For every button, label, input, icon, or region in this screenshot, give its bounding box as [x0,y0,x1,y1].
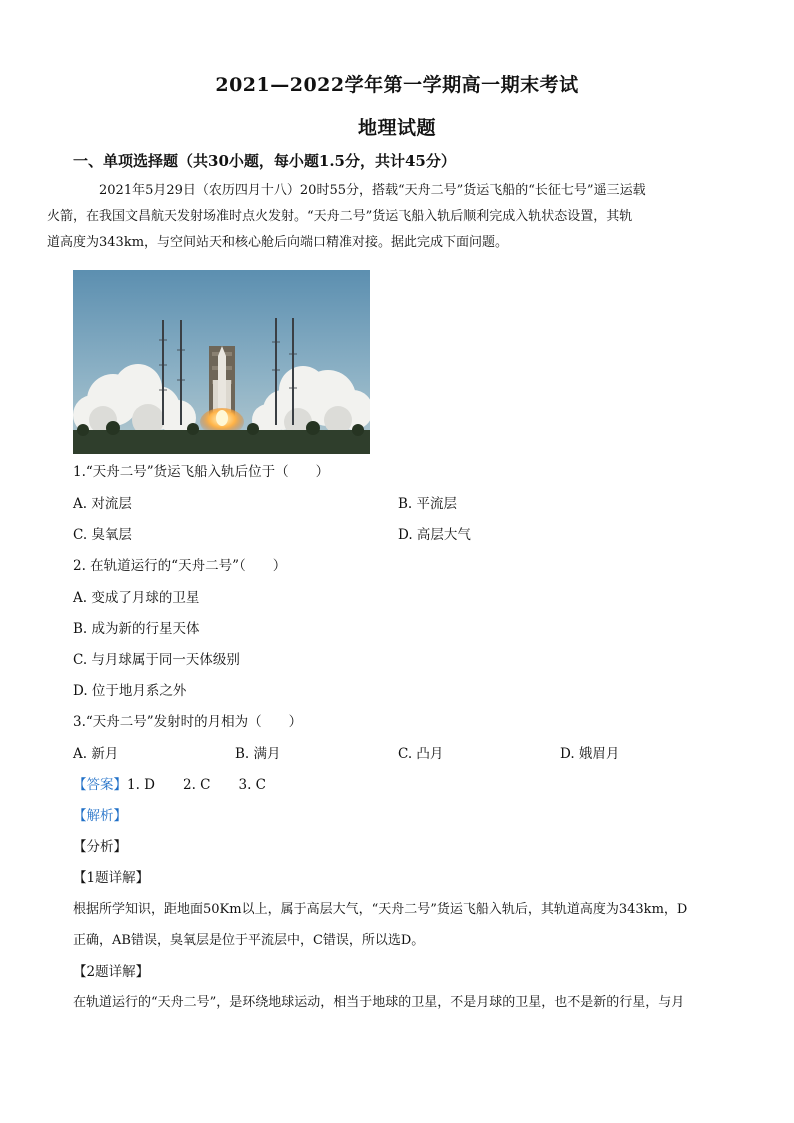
intro-line-1: 2021年5月29日（农历四月十八）20时55分，搭载“天舟二号”货运飞船的“长征七号”遥三运载 [99,183,646,198]
q1-detail-line-1: 根据所学知识，距地面50Km以上，属于高层大气，“天舟二号”货运飞船入轨后，其轨道高度为343km，D [73,902,688,917]
question-1-option-d[interactable]: D. 高层大气 [398,527,471,543]
answer-line [73,776,266,794]
intro-line-2: 火箭，在我国文昌航天发射场准时点火发射。“天舟二号”货运飞船入轨后顺利完成入轨状态设置，其轨 [47,209,633,224]
question-2-option-c[interactable]: C. 与月球属于同一天体级别 [73,652,240,668]
question-3-option-b[interactable]: B. 满月 [235,746,281,762]
question-2-option-a[interactable]: A. 变成了月球的卫星 [73,590,200,606]
q2-detail-line-1: 在轨道运行的“天舟二号”，是环绕地球运动，相当于地球的卫星，不是月球的卫星，也不是新的行星，与月 [73,995,685,1010]
question-2-stem: 2. 在轨道运行的“天舟二号”（ ） [73,558,287,574]
rocket-launch-photo [73,270,370,454]
question-3-option-c[interactable]: C. 凸月 [398,746,444,762]
question-1-option-a[interactable]: A. 对流层 [73,496,132,512]
q1-detail-line-2: 正确，AB错误，臭氧层是位于平流层中，C错误，所以选D。 [73,933,425,948]
question-1-option-c[interactable]: C. 臭氧层 [73,527,132,543]
answer-2: 2. C [183,777,211,793]
exam-title: 2021—2022学年第一学期高一期末考试 [215,74,579,96]
q2-detail-heading: 【2题详解】 [73,964,150,980]
question-2-option-d[interactable]: D. 位于地月系之外 [73,683,187,699]
section-heading: 一、单项选择题（共30小题，每小题1.5分，共计45分） [73,152,456,170]
answer-3: 3. C [238,777,267,793]
q1-detail-heading: 【1题详解】 [73,870,150,886]
question-3-option-d[interactable]: D. 娥眉月 [560,746,620,762]
intro-line-3: 道高度为343km，与空间站天和核心舱后向端口精准对接。据此完成下面问题。 [47,235,509,250]
intro-paragraph [47,178,721,256]
question-3-option-a[interactable]: A. 新月 [73,746,119,762]
question-1-stem: 1.“天舟二号”货运飞船入轨后位于（ ） [73,464,330,480]
jiexi-label: 【解析】 [73,808,127,824]
question-2-option-b[interactable]: B. 成为新的行星天体 [73,621,200,637]
answer-1: 1. D [127,777,155,793]
question-1-option-b[interactable]: B. 平流层 [398,496,458,512]
answer-label: 【答案】 [73,777,127,793]
exam-subtitle: 地理试题 [357,117,436,139]
fenxi-label: 【分析】 [73,839,127,855]
question-3-stem: 3.“天舟二号”发射时的月相为（ ） [73,714,303,730]
